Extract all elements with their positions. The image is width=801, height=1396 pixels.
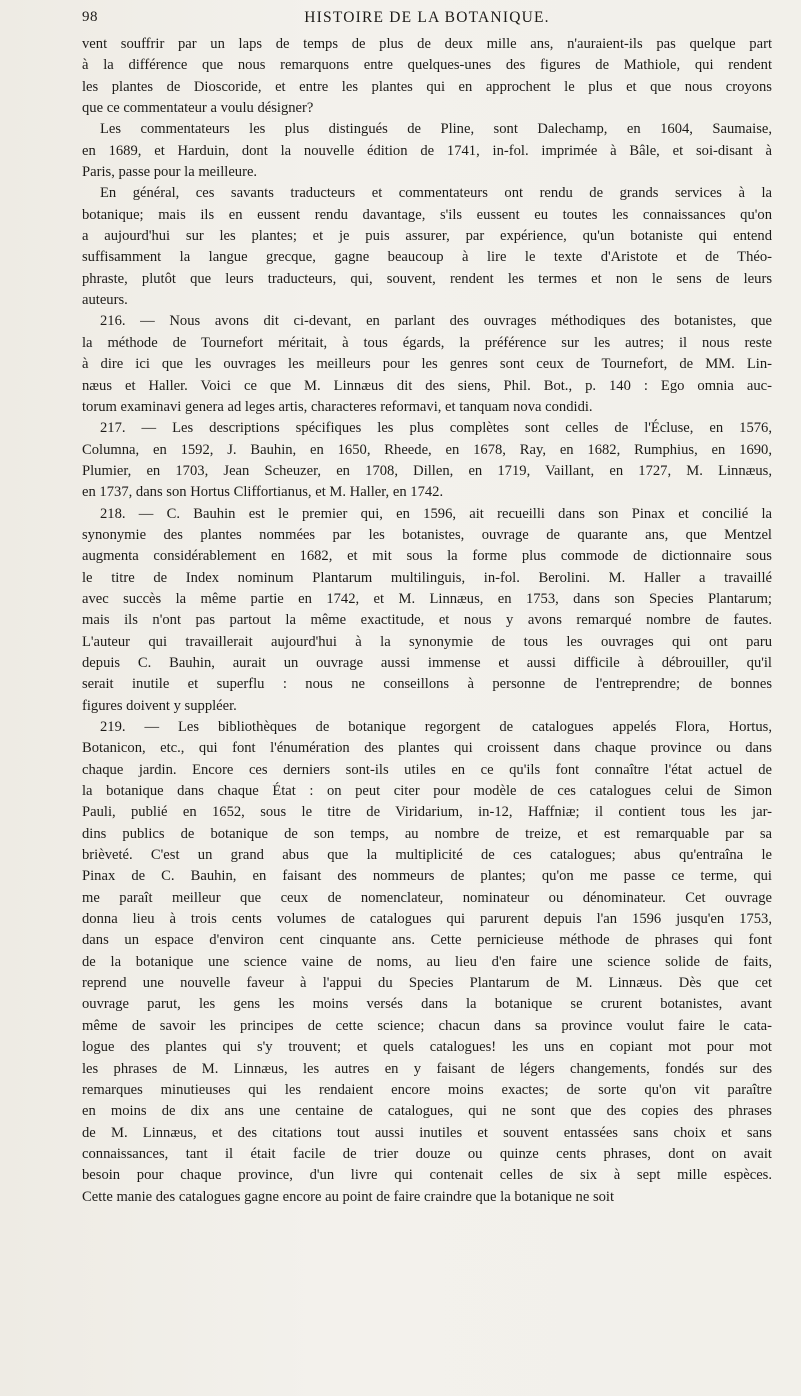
text-line: la méthode de Tournefort méritait, à tous égards, la préférence sur les autres; il nous reste <box>82 334 772 351</box>
running-head: HISTOIRE DE LA BOTANIQUE. <box>304 9 550 26</box>
body-text <box>82 34 772 1208</box>
text-line: en 1737, dans son Hortus Cliffortianus, et M. Haller, en 1742. <box>82 484 444 501</box>
text-line: à dire ici que les ouvrages les meilleurs pour les genres sont ceux de Tournefort, de MM. Lin- <box>82 356 772 373</box>
text-line: suffisamment la langue grecque, gagne beaucoup à lire le texte d'Aristote et de Théo- <box>82 249 772 266</box>
paragraph <box>82 504 772 717</box>
text-line: les plantes de Dioscoride, et entre les plantes qui en approchent le plus et que nous croyons <box>82 78 772 95</box>
text-line: besoin pour chaque province, d'un livre qui contenait celles de six à sept mille espèces. <box>82 1167 772 1184</box>
text-line: le titre de Index nominum Plantarum multilinguis, in-fol. Berolini. M. Haller a travaillé <box>82 569 772 586</box>
text-line: les phrases de M. Linnæus, les autres en y faisant de légers changements, fondés sur des <box>82 1060 772 1077</box>
text-line: serait inutile et superflu : nous ne conseillons à personne de l'entreprendre; de bonnes <box>82 676 772 693</box>
text-line: 219. — Les bibliothèques de botanique regorgent de catalogues appelés Flora, Hortus, <box>100 719 772 735</box>
text-line: phraste, plutôt que leurs traducteurs, qui, souvent, rendent les termes et non le sens de leurs <box>82 270 772 287</box>
text-line: chaque jardin. Encore ces derniers sont-ils utiles en ce qu'ils font connaître l'état actuel de <box>82 761 772 778</box>
text-line: en 1689, et Harduin, dont la nouvelle édition de 1741, in-fol. imprimée à Bâle, et soi-disant à <box>82 142 772 159</box>
text-line: 216. — Nous avons dit ci-devant, en parlant des ouvrages méthodiques des botanistes, que <box>100 313 772 330</box>
text-line: la botanique dans chaque État : on peut citer pour modèle de ces catalogues celui de Simon <box>82 783 772 800</box>
text-line: Les commentateurs les plus distingués de Pline, sont Dalechamp, en 1604, Saumaise, <box>100 121 772 138</box>
text-line: en moins de dix ans une centaine de catalogues, qui ne sont que des copies des phrases <box>82 1103 772 1120</box>
text-line: donna lieu à trois cents volumes de catalogues qui parurent depuis l'an 1596 jusqu'en 1753, <box>82 911 772 928</box>
page-number: 98 <box>82 9 98 25</box>
page-header <box>82 9 772 31</box>
text-line: mais ils n'ont pas partout la même exactitude, et nous y avons remarqué nombre de fautes. <box>82 612 772 629</box>
text-line: à la différence que nous remarquons entre quelques-unes des figures de Mathiole, qui rendent <box>82 57 772 74</box>
text-line: dins publics de botanique de son temps, au nombre de treize, et est remarquable par sa <box>82 825 772 842</box>
text-line: augmenta considérablement en 1682, et mit sous la forme plus commode de dictionnaire sous <box>82 548 772 565</box>
text-line: Paris, passe pour la meilleure. <box>82 164 258 181</box>
text-line: figures doivent y suppléer. <box>82 697 237 714</box>
text-line: Plumier, en 1703, Jean Scheuzer, en 1708, Dillen, en 1719, Vaillant, en 1727, M. Linnæus, <box>82 462 772 479</box>
text-line: Columna, en 1592, J. Bauhin, en 1650, Rheede, en 1678, Ray, en 1682, Rumphius, en 1690, <box>82 441 772 458</box>
text-line: reprend une nouvelle faveur à l'appui du Species Plantarum de M. Linnæus. Dès que cet <box>82 975 772 992</box>
text-line: dans un espace d'environ cent cinquante ans. Cette pernicieuse méthode de phrases qui font <box>82 932 772 949</box>
paragraph <box>82 183 772 311</box>
text-line: torum examinavi genera ad leges artis, characteres reformavi, et tanquam nova condidi. <box>82 398 593 415</box>
paragraph <box>82 34 772 119</box>
text-line: synonymie des plantes nommées par les botanistes, ouvrage de quarante ans, que Mentzel <box>82 526 772 543</box>
text-line: brièveté. C'est un grand abus que la multiplicité de ces catalogues; abus qu'entraîna le <box>82 847 772 864</box>
text-line: vent souffrir par un laps de temps de plus de deux mille ans, n'auraient-ils pas quelque part <box>82 36 772 52</box>
paragraph <box>82 717 772 1208</box>
text-line: ouvrage parut, les gens les moins versés dans la botanique se crurent botanistes, avant <box>82 996 772 1013</box>
text-line: Pinax de C. Bauhin, en faisant des nommeurs de plantes; qu'on me passe ce terme, qui <box>82 868 772 885</box>
text-line: logue des plantes qui s'y trouvent; et quels catalogues! les uns en copiant mot pour mot <box>82 1039 772 1056</box>
text-line: 218. — C. Bauhin est le premier qui, en 1596, ait recueilli dans son Pinax et concilié la <box>100 505 772 522</box>
text-line: depuis C. Bauhin, aurait un ouvrage aussi immense et aussi difficile à débrouiller, qu'il <box>82 654 772 671</box>
text-line: Botanicon, etc., qui font l'énumération des plantes qui croissent dans chaque province ou dans <box>82 740 772 757</box>
text-line: connaissances, tant il était facile de trier douze ou quinze cents phrases, dont on avait <box>82 1145 772 1162</box>
text-line: de M. Linnæus, et des citations tout aussi inutiles et souvent entassées sans choix et sans <box>82 1124 772 1141</box>
text-line: 217. — Les descriptions spécifiques les plus complètes sont celles de l'Écluse, en 1576, <box>100 420 772 437</box>
text-line: Pauli, publié en 1652, sous le titre de Viridarium, in-12, Haffniæ; il contient tous les jar- <box>82 804 772 821</box>
text-line: remarques minutieuses qui les rendaient encore moins exactes; de sorte qu'on vit paraître <box>82 1081 772 1098</box>
paragraph <box>82 119 772 183</box>
paragraph <box>82 418 772 503</box>
text-line: que ce commentateur a voulu désigner? <box>82 100 314 117</box>
text-line: avec succès la même partie en 1742, et M. Linnæus, en 1753, dans son Species Plantarum; <box>82 590 772 607</box>
text-line: L'auteur qui travaillerait aujourd'hui à la synonymie de tous les ouvrages qui ont paru <box>82 633 772 650</box>
text-line: botanique; mais ils en eussent rendu davantage, s'ils eussent eu toutes les connaissances qu'on <box>82 206 772 223</box>
paragraph <box>82 311 772 418</box>
text-line: næus et Haller. Voici ce que M. Linnæus dit des siens, Phil. Bot., p. 140 : Ego omnia auc- <box>82 377 772 394</box>
text-line: même de savoir les principes de cette science; chacun dans sa province voulut faire le cata- <box>82 1017 772 1034</box>
text-line: me paraît meilleur que ceux de nomenclateur, nominateur ou dénominateur. Cet ouvrage <box>82 889 772 906</box>
text-line: de la botanique une science vaine de noms, au lieu d'en faire une science solide de faits, <box>82 953 772 970</box>
text-line: a aujourd'hui sur les plantes; et je puis assurer, par expérience, qu'un botaniste qui entend <box>82 228 772 245</box>
text-line: Cette manie des catalogues gagne encore au point de faire craindre que la botanique ne soit <box>82 1188 615 1205</box>
text-line: auteurs. <box>82 292 128 309</box>
text-line: En général, ces savants traducteurs et commentateurs ont rendu de grands services à la <box>100 185 772 202</box>
